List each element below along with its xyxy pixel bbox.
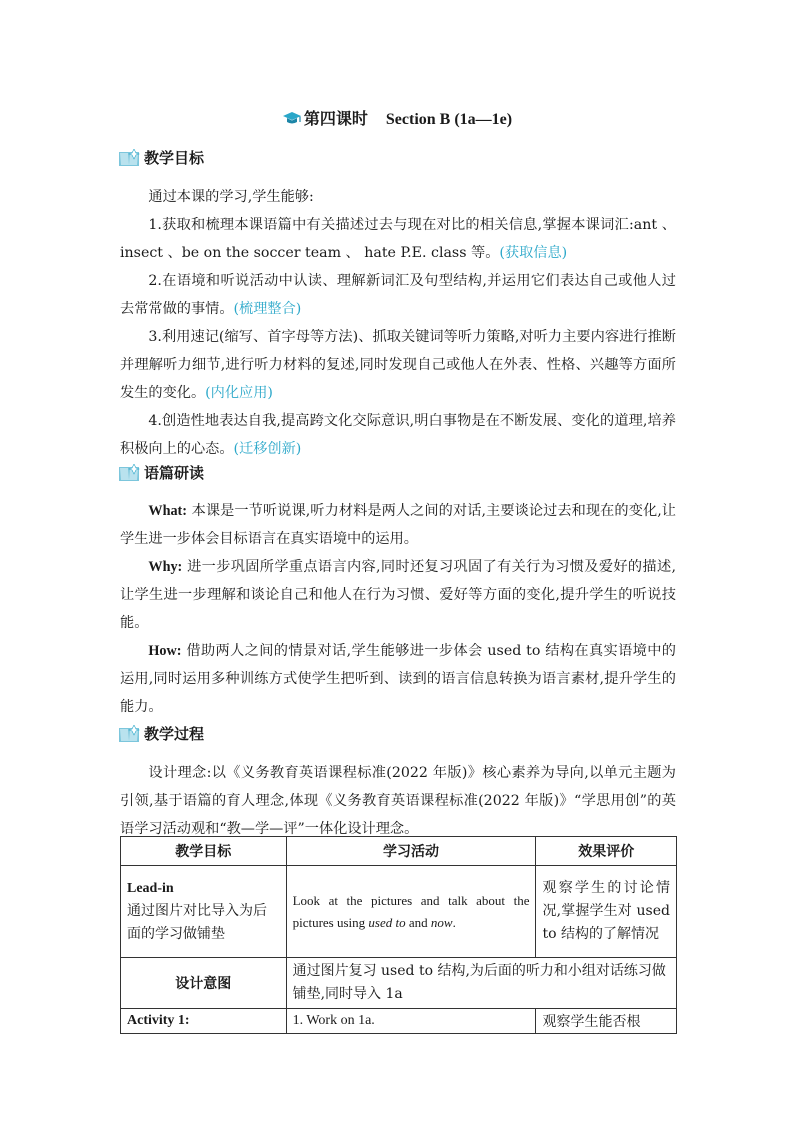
process-heading: [118, 723, 204, 745]
reading-what: What: 本课是一节听说课,听力材料是两人之间的对话,主要谈论过去和现在的变化,让学生进一步体会目标语言在真实语境中的运用。: [120, 503, 676, 547]
table-row: [121, 1009, 677, 1034]
lesson-plan-table: [120, 836, 677, 1034]
process-intro: 设计理念:以《义务教育英语课程标准(2022 年版)》核心素养为导向,以单元主题为引领,基于语篇的育人理念,体现《义务教育英语课程标准(2022 年版)》“学思用创”的英语学习活动观和“教—学—评”一体化设计理念。: [120, 765, 676, 837]
table-row: [121, 866, 677, 958]
page-title: [0, 106, 794, 131]
purpose-label: 设计意图: [121, 958, 287, 1009]
leadin-label: Lead-in: [127, 881, 174, 896]
objectives-intro: 通过本课的学习,学生能够:: [148, 189, 314, 205]
graduation-cap-icon: [282, 111, 302, 131]
section-label: Section B (1a—1e): [385, 111, 513, 128]
activity1-eval: 观察学生能否根: [536, 1009, 677, 1034]
lesson-label: 第四课时: [303, 109, 368, 128]
leadin-goal: 通过图片对比导入为后面的学习做铺垫: [127, 903, 267, 942]
reading-heading: [118, 462, 204, 484]
objective-tag-1: (获取信息): [499, 245, 568, 261]
leadin-eval-cell: 观察学生的讨论情况,掌握学生对 used to 结构的了解情况: [536, 866, 677, 958]
objective-item-3: 3.利用速记(缩写、首字母等方法)、抓取关键词等听力策略,对听力主要内容进行推断并理解听力细节,进行听力材料的复述,同时发现自己或他人在外表、性格、兴趣等方面所发生的变化。(内化应用): [120, 329, 676, 401]
reading-body: [120, 497, 676, 721]
activity1-activity: 1. Work on 1a.: [286, 1009, 536, 1034]
leadin-activity-cell: Look at the pictures and talk about the pictures using used to and now.: [286, 866, 536, 958]
table-header-row: [121, 837, 677, 866]
purpose-text: 通过图片复习 used to 结构,为后面的听力和小组对话练习做铺垫,同时导入 1a: [286, 958, 676, 1009]
objective-tag-2: (梳理整合): [233, 301, 302, 317]
book-icon: [118, 464, 140, 488]
book-icon: [118, 725, 140, 749]
reading-how: How: 借助两人之间的情景对话,学生能够进一步体会 used to 结构在真实语境中的运用,同时运用多种训练方式使学生把听到、读到的语言信息转换为语言素材,提升学生的能力。: [120, 643, 676, 715]
reading-heading-text: 语篇研读: [144, 464, 205, 482]
header-evaluation: 效果评价: [536, 837, 677, 866]
objective-tag-4: (迁移创新): [233, 441, 302, 457]
objective-tag-3: (内化应用): [205, 385, 273, 401]
objective-item-1: 1.获取和梳理本课语篇中有关描述过去与现在对比的相关信息,掌握本课词汇:ant 、 insect 、be on the soccer team 、 hate P.E. class 等。(获取信息): [120, 217, 676, 261]
objective-item-2: 2.在语境和听说活动中认读、理解新词汇及句型结构,并运用它们表达自己或他人过去常常做的事情。(梳理整合): [120, 273, 676, 317]
process-body: [120, 759, 676, 843]
header-activity: 学习活动: [286, 837, 536, 866]
book-icon: [118, 149, 140, 173]
leadin-goal-cell: [121, 866, 287, 958]
header-goal: 教学目标: [121, 837, 287, 866]
objectives-heading: [118, 147, 204, 169]
objectives-body: [120, 183, 676, 463]
activity1-label: Activity 1:: [121, 1009, 287, 1034]
reading-why: Why: 进一步巩固所学重点语言内容,同时还复习巩固了有关行为习惯及爱好的描述,让学生进一步理解和谈论自己和他人在行为习惯、爱好等方面的变化,提升学生的听说技能。: [120, 559, 676, 631]
process-heading-text: 教学过程: [144, 725, 205, 743]
objectives-heading-text: 教学目标: [144, 149, 205, 167]
objective-item-4: 4.创造性地表达自我,提高跨文化交际意识,明白事物是在不断发展、变化的道理,培养积极向上的心态。(迁移创新): [120, 413, 676, 457]
table-row: [121, 958, 677, 1009]
